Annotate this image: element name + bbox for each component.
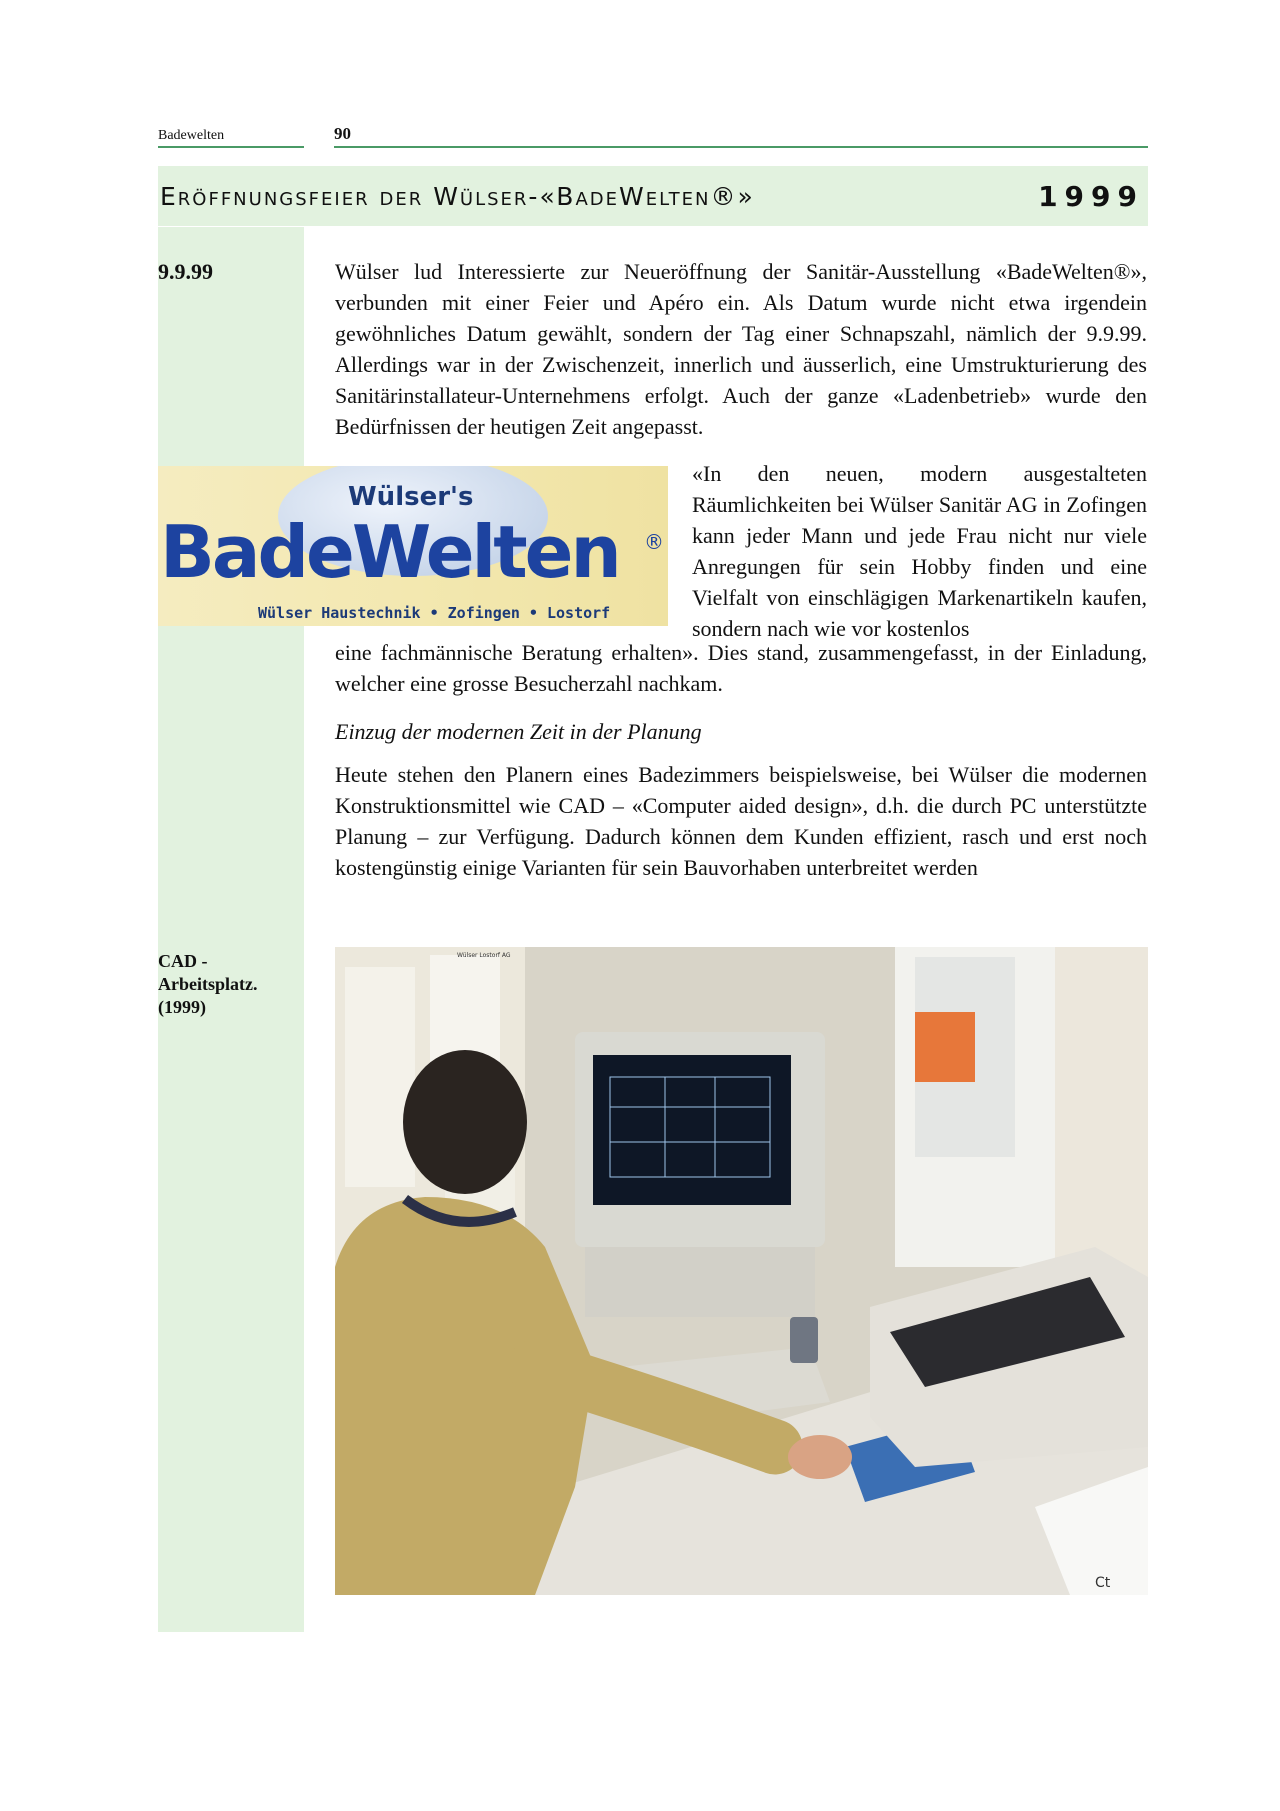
computer-case [585, 1247, 815, 1317]
logo-subline: Wülser Haustechnik • Zofingen • Lostorf [258, 604, 611, 622]
badewelten-logo [158, 466, 668, 626]
margin-date: 9.9.99 [158, 259, 213, 284]
wall-label: Wülser Lostorf AG [457, 952, 511, 959]
logo-registered-mark: ® [644, 530, 664, 554]
photo-caption [158, 950, 298, 1019]
logo-brand: BadeWelten [160, 510, 619, 594]
running-head-section: Badewelten [158, 128, 225, 143]
header-rule-right [334, 146, 1148, 148]
chapter-title: Eröffnungsfeier der Wülser-«BadeWelten®» [160, 182, 755, 211]
paragraph-3: Heute stehen den Planern eines Badezimmers beispielsweise, bei Wülser die modernen Konstruktionsmittel wie CAD – «Computer aided design», d.h. die durch PC unterstützte Planung – zur Verfügung. Dadurch können dem Kunden effizient, rasch und erst noch kostengünstig einige Varianten für sein Bauvorhaben unterbreitet werden [335, 762, 1147, 880]
subheading: Einzug der modernen Zeit in der Planung [335, 719, 702, 744]
header-rule-left [158, 146, 304, 148]
chapter-year: 1999 [1038, 180, 1144, 213]
person-head [403, 1050, 527, 1194]
margin-column [158, 227, 304, 1632]
orange-notice [915, 1012, 975, 1082]
page-number: 90 [334, 124, 351, 143]
pda [790, 1317, 818, 1363]
paragraph-2-beside-logo: «In den neuen, modern ausgestalteten Räumlichkeiten bei Wülser Sanitär AG in Zofingen kann jeder Mann und jede Frau nicht nur viele Anregungen für sein Hobby finden und eine Vielfalt von einschlägigen Markenartikeln kaufen, sondern nach wie vor kostenlos [692, 461, 1147, 641]
paragraph-1: Wülser lud Interessierte zur Neueröffnung der Sanitär-Ausstellung «BadeWelten®», verbunden mit einer Feier und Apéro ein. Als Datum wurde nicht etwa irgendein gewöhnliches Datum gewählt, sondern der Tag einer Schnapszahl, nämlich der 9.9.99. Allerdings war in der Zwischenzeit, innerlich und äusserlich, eine Umstrukturierung des Sanitärinstallateur-Unternehmens erfolgt. Auch der ganze «Ladenbetrieb» wurde den Bedürfnissen der heutigen Zeit angepasst. [335, 259, 1147, 439]
person-hand [788, 1435, 852, 1479]
caption-line: (1999) [158, 997, 206, 1017]
running-head [158, 122, 1148, 150]
paragraph-2-continued: eine fachmännische Beratung erhalten». Dies stand, zusammengefasst, in der Einladung, welcher eine grosse Besucherzahl nachkam. [335, 640, 1147, 696]
chapter-title-bar [158, 166, 1148, 226]
logo-top-line: Wülser's [348, 482, 474, 512]
caption-line: CAD - [158, 951, 208, 971]
paper-text: Ct [1095, 1575, 1111, 1591]
caption-line: Arbeitsplatz. [158, 974, 258, 994]
cad-workstation-photo [335, 947, 1148, 1595]
